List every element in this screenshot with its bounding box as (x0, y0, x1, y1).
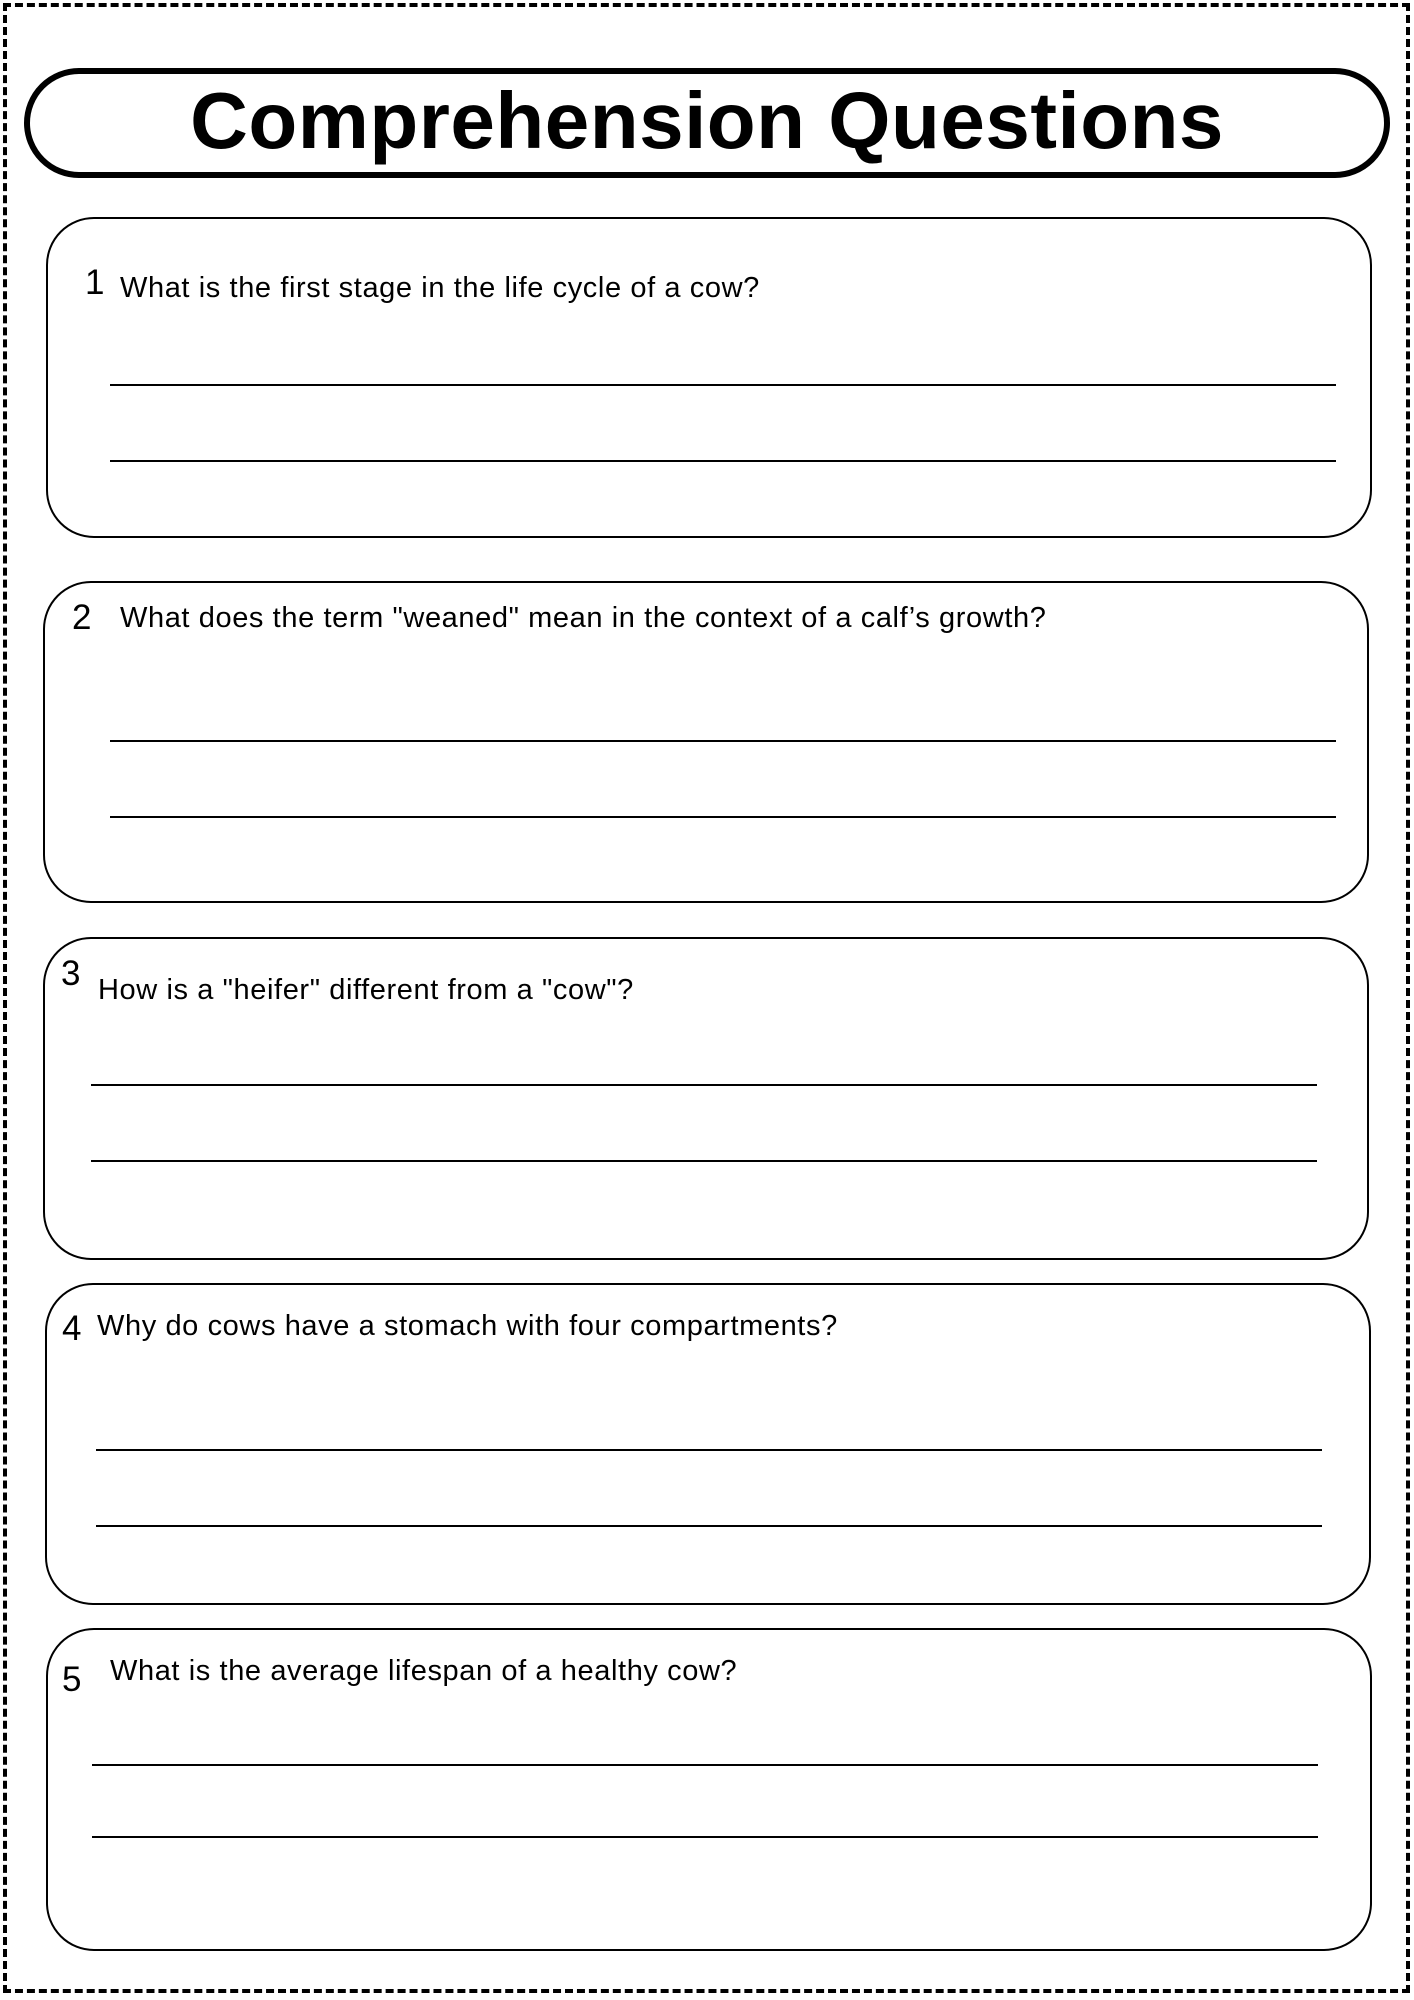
answer-line[interactable] (92, 1836, 1318, 1838)
question-number: 1 (85, 263, 105, 302)
answer-line[interactable] (91, 1084, 1317, 1086)
question-number: 4 (62, 1309, 82, 1348)
question-number: 2 (72, 598, 92, 637)
answer-line[interactable] (91, 1160, 1317, 1162)
question-text: Why do cows have a stomach with four compartments? (97, 1310, 838, 1342)
question-text: How is a "heifer" different from a "cow"? (98, 974, 634, 1006)
answer-line[interactable] (96, 1449, 1322, 1451)
answer-line[interactable] (96, 1525, 1322, 1527)
answer-line[interactable] (92, 1764, 1318, 1766)
title-banner (24, 68, 1390, 178)
question-number: 5 (62, 1660, 82, 1699)
answer-line[interactable] (110, 740, 1336, 742)
question-box-5 (46, 1628, 1372, 1951)
question-text: What is the average lifespan of a healthy cow? (110, 1655, 738, 1687)
question-text: What is the first stage in the life cycle of a cow? (120, 272, 760, 304)
question-box-4 (45, 1283, 1371, 1605)
answer-line[interactable] (110, 816, 1336, 818)
question-number: 3 (61, 954, 81, 993)
question-box-3 (43, 937, 1369, 1260)
question-box-1 (46, 217, 1372, 538)
answer-line[interactable] (110, 384, 1336, 386)
question-box-2 (43, 581, 1369, 903)
answer-line[interactable] (110, 460, 1336, 462)
question-text: What does the term "weaned" mean in the context of a calf’s growth? (120, 602, 1047, 634)
page-title: Comprehension Questions (190, 76, 1224, 165)
